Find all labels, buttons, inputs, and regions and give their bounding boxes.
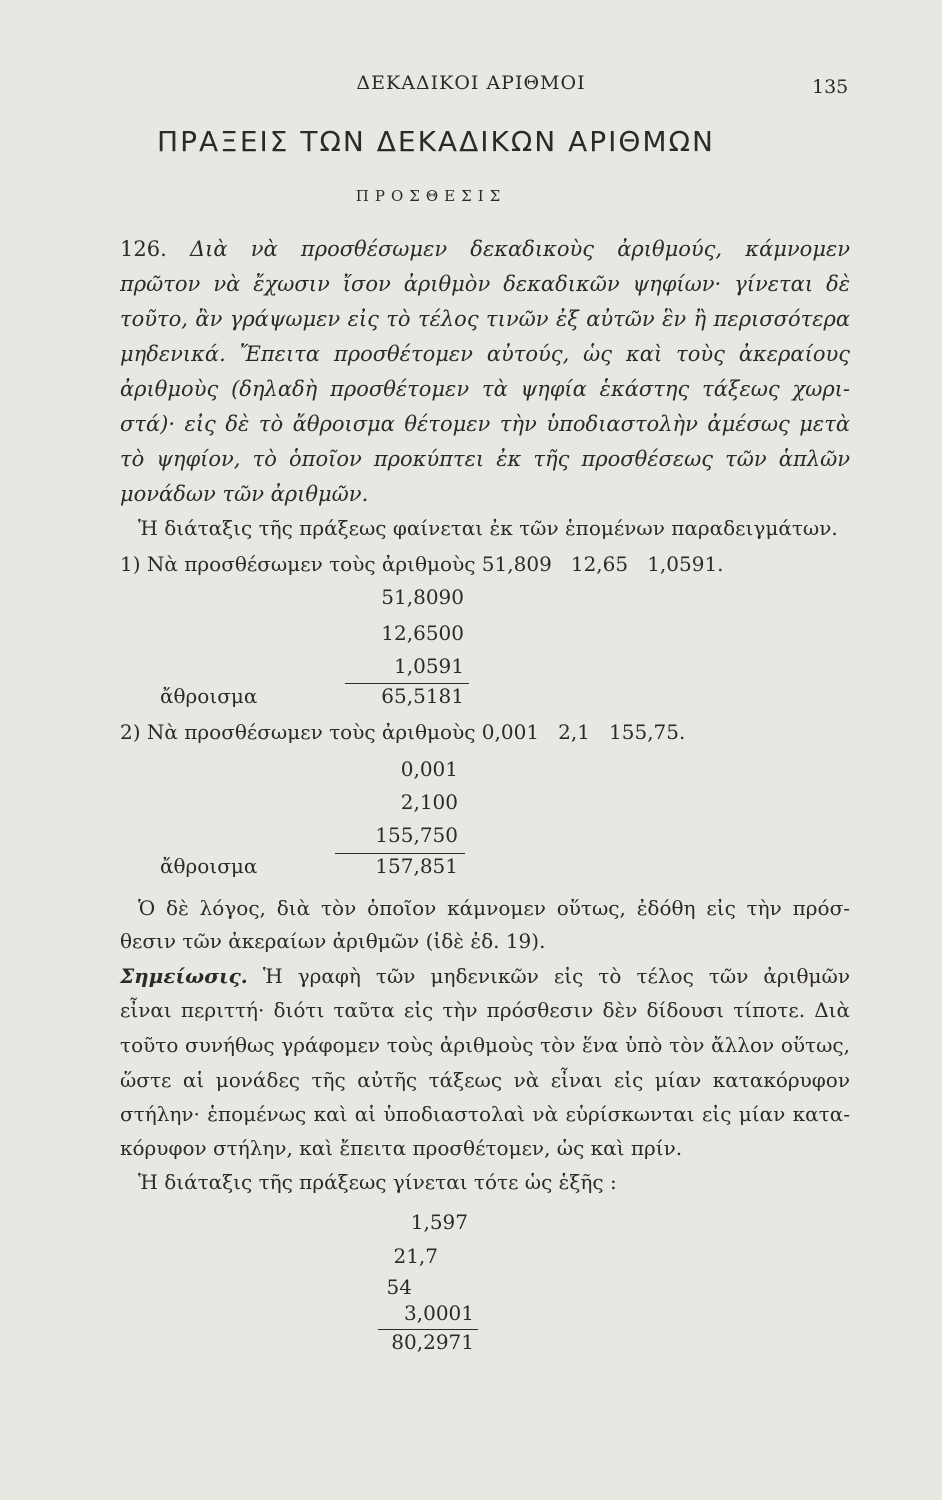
example1-sum-label: ἄθροισμα [160, 684, 258, 708]
page-number: 135 [812, 76, 849, 98]
example1-statement: 1) Νὰ προσθέσωμεν τοὺς ἀριθμοὺς 51,809 12,65 1,0591. [120, 552, 724, 576]
rule-paragraph [120, 232, 850, 512]
running-head: ΔΕΚΑΔΙΚΟΙ ΑΡΙΘΜΟΙ [356, 72, 586, 94]
reason-line: θεσιν τῶν ἀκεραίων ἀριθμῶν (ἰδὲ ἐδ. 19). [120, 929, 546, 953]
note-line: στήλην· ἑπομένως καὶ αἱ ὑποδιαστολαὶ νὰ εὑρίσκωνται εἰς μίαν κατα- [120, 1102, 850, 1126]
intro-text: Ἡ διάταξις τῆς πράξεως φαίνεται ἐκ τῶν ἑπομένων παραδειγμάτων. [138, 516, 838, 540]
note-line: εἶναι περιττή· διότι ταῦτα εἰς τὴν πρόσθεσιν δὲν δίδουσι τίποτε. Διὰ [120, 998, 850, 1022]
example1-term: 1,0591 [394, 654, 464, 678]
example2-term: 2,100 [400, 790, 458, 814]
example3-term: 3,0001 [404, 1301, 474, 1325]
rule-line: στά)· εἰς δὲ τὸ ἄθροισμα θέτομεν τὴν ὑποδιαστολὴν ἀμέσως μετὰ [120, 412, 850, 436]
note-line: κόρυφον στήλην, καὶ ἔπειτα προσθέτομεν, ὡς καὶ πρίν. [120, 1136, 683, 1160]
rule-line: τὸ ψηφίον, τὸ ὁποῖον προκύπτει ἐκ τῆς προσθέσεως τῶν ἁπλῶν [120, 447, 850, 471]
example2-sum: 157,851 [375, 854, 458, 878]
rule-line: τοῦτο, ἂν γράψωμεν εἰς τὸ τέλος τινῶν ἐξ αὐτῶν ἓν ἢ περισσότερα [120, 307, 850, 331]
example1-term: 51,8090 [381, 585, 464, 609]
example3-term: 1,597 [410, 1210, 468, 1234]
example2-statement: 2) Νὰ προσθέσωμεν τοὺς ἀριθμοὺς 0,001 2,1 155,75. [120, 720, 686, 744]
rule-line: ἀριθμοὺς (δηλαδὴ προσθέτομεν τὰ ψηφία ἑκάστης τάξεως χωρι- [120, 377, 850, 401]
section-title: ΠΡΑΞΕΙΣ ΤΩΝ ΔΕΚΑΔΙΚΩΝ ΑΡΙΘΜΩΝ [157, 125, 715, 158]
note-line: τοῦτο συνήθως γράφομεν τοὺς ἀριθμοὺς τὸν ἕνα ὑπὸ τὸν ἄλλον οὕτως, [120, 1033, 850, 1057]
subsection-title: ΠΡΟΣΘΕΣΙΣ [355, 187, 507, 205]
note-first-line: Σημείωσις. Ἡ γραφὴ τῶν μηδενικῶν εἰς τὸ τέλος τῶν ἀριθμῶν [120, 964, 850, 988]
example3-sum: 80,2971 [391, 1330, 474, 1354]
example2-term: 155,750 [375, 823, 458, 847]
rule-line: 126. Διὰ νὰ προσθέσωμεν δεκαδικοὺς ἀριθμούς, κάμνομεν [120, 237, 850, 261]
paragraph-number: 126. [120, 237, 167, 261]
example1-sum: 65,5181 [381, 684, 464, 708]
layout-intro: Ἡ διάταξις τῆς πράξεως γίνεται τότε ὡς ἑξῆς : [138, 1170, 617, 1194]
reason-line: Ὁ δὲ λόγος, διὰ τὸν ὁποῖον κάμνομεν οὕτως, ἐδόθη εἰς τὴν πρόσ- [138, 896, 850, 920]
example2-term: 0,001 [400, 757, 458, 781]
rule-line: μηδενικά. Ἔπειτα προσθέτομεν αὐτούς, ὡς καὶ τοὺς ἀκεραίους [120, 342, 850, 366]
example3-term: 21,7 [393, 1244, 438, 1268]
note-label: Σημείωσις. [120, 964, 248, 988]
example3-term: 54 [386, 1275, 412, 1299]
example2-sum-label: ἄθροισμα [160, 854, 258, 878]
rule-line: πρῶτον νὰ ἔχωσιν ἴσον ἀριθμὸν δεκαδικῶν ψηφίων· γίνεται δὲ [120, 272, 850, 296]
rule-line: μονάδων τῶν ἀριθμῶν. [120, 482, 369, 506]
note-line: ὥστε αἱ μονάδες τῆς αὐτῆς τάξεως νὰ εἶναι εἰς μίαν κατακόρυφον [120, 1068, 850, 1092]
example1-term: 12,6500 [381, 621, 464, 645]
